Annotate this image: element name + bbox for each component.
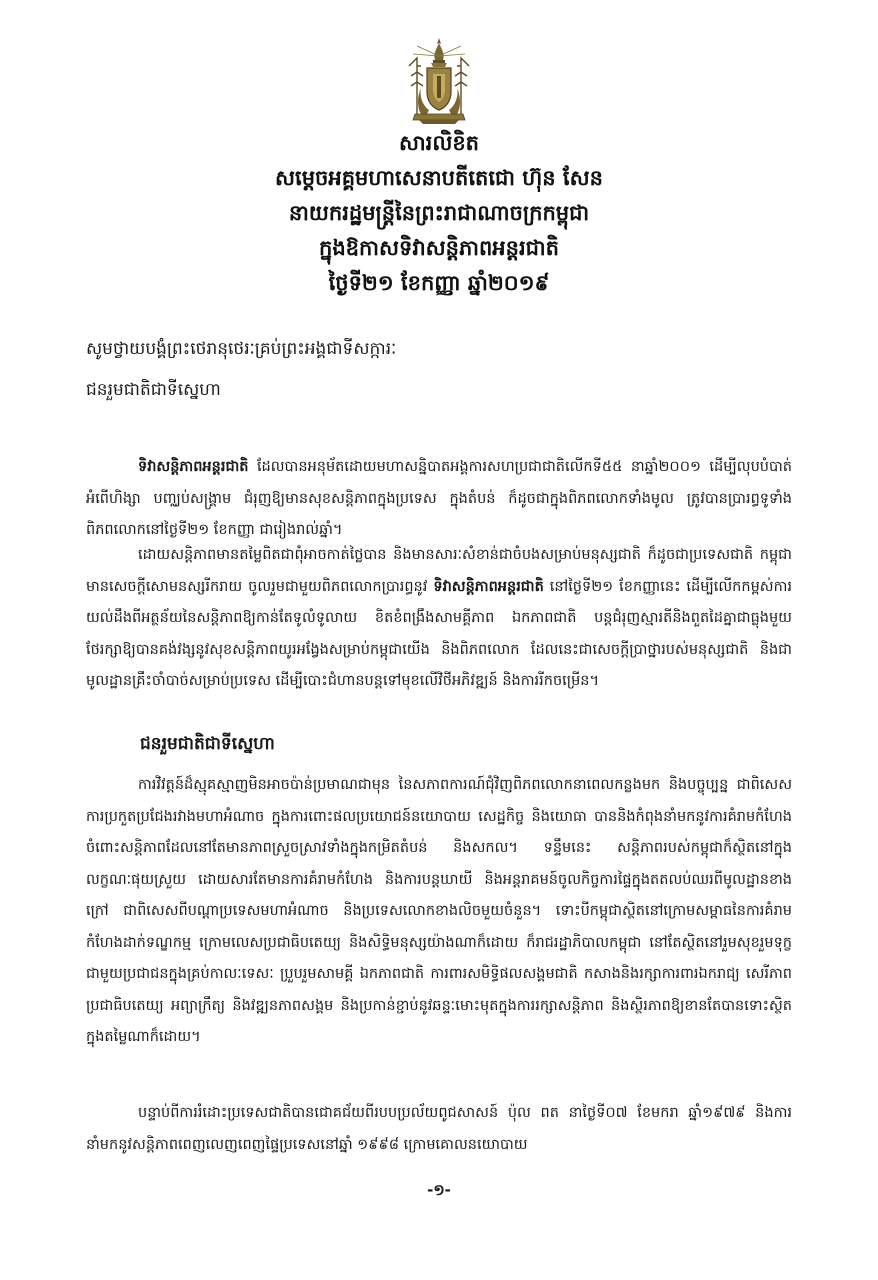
title-line-date: ថ្ងៃទី២១ ខែកញ្ញា ឆ្នាំ២០១៩ <box>328 271 550 295</box>
salutation-monks: សូមថ្វាយបង្គំព្រះថេរានុថេរៈគ្រប់ព្រះអង្គជាទីសក្ការៈ <box>86 339 397 359</box>
paragraph-3-text: ការវិវត្តន៍ដ៏ស្មុគស្មាញមិនអាចប៉ាន់ប្រមាណជាមុន នៃសភាពការណ៍ជុំវិញពិភពលោកនាពេលកន្លងមក និងបច្ចុប្បន្ន ជាពិសេសការប្រកួតប្រជែងរវាងមហាអំណាច ក្នុងការពោះផលប្រយោជន៍នយោបាយ សេដ្ឋកិច្ច និងយោធា បាននិងកំពុងនាំមកនូវការគំរាមកំហែង ចំពោះសន្តិភាពដែលនៅតែមានភាពស្រួចស្រាវទាំងក្នុងកម្រិតតំបន់ និងសកល។ ទន្ទឹមនេះ សន្តិភាពរបស់កម្ពុជាក៏ស្ថិតនៅក្នុងលក្ខណៈផុយស្រួយ ដោយសារតែមានការគំរាមកំហែង និងការបន្តឃាយី និងអន្តរាគមន៍ចូលកិច្ចការផ្ទៃក្នុងតតលប់ឈរពីមូលដ្ឋានខាងក្រៅ ជាពិសេសពីបណ្តាប្រទេសមហាអំណាច និងប្រទេសលោកខាងលិចមួយចំនួន។ ទោះបីកម្ពុជាស្ថិតនៅក្រោមសម្ពាធនៃការគំរាមកំហែងដាក់ទណ្ឌកម្ម ក្រោមលេសប្រជាធិបតេយ្យ និងសិទ្ធិមនុស្សយ៉ាងណាក៏ដោយ ក៏រាជរដ្ឋាភិបាលកម្ពុជា នៅតែស្ថិតនៅរួមសុខរួមទុក្ខជាមួយប្រជាជនក្នុងគ្រប់កាលៈទេសៈ ប្រួបរួមសាមគ្គី ឯកភាពជាតិ ការពារសមិទ្ធិផលសង្គមជាតិ កសាងនិងរក្សាការពារឯករាជ្យ សេរីភាពប្រជាធិបតេយ្យ អព្យាក្រឹត្យ និងវឌ្ឍនភាពសង្គម និងប្រកាន់ខ្ជាប់នូវឆន្ទៈមោះមុតក្នុងការរក្សាសន្តិភាព និងស្ថិរភាពឱ្យខានតែបានទោះស្ថិតក្នុងតម្លៃណាក៏ដោយ។ <box>86 777 792 1045</box>
paragraph-2-bold: ទិវាសន្តិភាពអន្តរជាតិ <box>433 578 544 595</box>
paragraph-2-text-b: នៅថ្ងៃទី២១ ខែកញ្ញានេះ ដើម្បីលើកកម្ពស់ការយល់ដឹងពីអត្ថន័យនៃសន្តិភាពឱ្យកាន់តែទូលំទូលាយ ខិតខំពង្រឹងសាមគ្គីភាព ឯកភាពជាតិ បន្តជំរុញស្មារតីនិងពួតដៃគ្នាជាធ្លុងមួយថែរក្សាឱ្យបានគង់វង្សនូវសុខសន្តិភាពយូរអង្វែងសម្រាប់កម្ពុជាយើង និងពិភពលោក ដែលនេះជាសេចក្តីប្រាថ្នារបស់មនុស្សជាតិ និងជាមូលដ្ឋានគ្រឹះចាំបាច់សម្រាប់ប្រទេស ដើម្បីបោះជំហានបន្តទៅមុខលើវិថីអភិវឌ្ឍន៍ និងការរីកចម្រើន។ <box>86 578 792 689</box>
paragraph-3 <box>86 770 792 1090</box>
paragraph-2-text-a: ដោយសន្តិភាពមានតម្លៃពិតជាពុំអាចកាត់ថ្លៃបាន និងមានសារៈសំខាន់ជាចំបងសម្រាប់មនុស្សជាតិ ក៏ដូចជាប្រទេសជាតិ កម្ពុជាមានសេចក្តីសោមនស្សរីករាយ ចូលរួមជាមួយពិភពលោកប្រារព្ធនូវ <box>86 547 792 595</box>
title-line-position: នាយករដ្ឋមន្ត្រីនៃព្រះរាជាណាចក្រកម្ពុជា <box>288 201 590 225</box>
section-heading-compatriots: ជនរួមជាតិជាទីស្នេហា <box>140 734 275 754</box>
paragraph-4 <box>86 1098 792 1164</box>
paragraph-1-bold-lead: ទិវាសន្តិភាពអន្តរជាតិ <box>138 459 249 475</box>
title-line-letter: សារលិខិត <box>399 131 479 155</box>
page-number: -១- <box>427 1181 451 1199</box>
paragraph-4-text: បន្ទាប់ពីការរំដោះប្រទេសជាតិបានជោគជ័យពីរបបប្រល័យពូជសាសន៍ ប៉ុល ពត នាថ្ងៃទី០៧ ខែមករា ឆ្នាំ១៩៧៩ និងការនាំមកនូវសន្តិភាពពេញលេញពេញផ្ទៃប្រទេសនៅឆ្នាំ ១៩៩៨ ក្រោមគោលនយោបាយ <box>86 1105 792 1153</box>
title-line-occasion: ក្នុងឱកាសទិវាសន្តិភាពអន្តរជាតិ <box>319 236 559 260</box>
royal-coat-of-arms-icon <box>403 36 475 124</box>
paragraph-2 <box>86 540 792 730</box>
paragraph-1-text: ដែលបានអនុម័តដោយមហាសន្និបាតអង្គការសហប្រជាជាតិលើកទី៥៥ នាឆ្នាំ២០០១ ដើម្បីលុបបំបាត់អំពើហិង្សា បញ្ឈប់សង្គ្រាម ជំរុញឱ្យមានសុខសន្តិភាពក្នុងប្រទេស ក្នុងតំបន់ ក៏ដូចជាក្នុងពិភពលោកទាំងមូល ត្រូវបានប្រារព្ធទូទាំងពិភពលោកនៅថ្ងៃទី២១ ខែកញ្ញា ជារៀងរាល់ឆ្នាំ។ <box>86 459 792 538</box>
title-line-author: សម្ដេចអគ្គមហាសេនាបតីតេជោ ហ៊ុន សែន <box>275 166 603 190</box>
salutation-compatriots: ជនរួមជាតិជាទីស្នេហា <box>86 380 221 400</box>
document-title <box>0 126 878 301</box>
